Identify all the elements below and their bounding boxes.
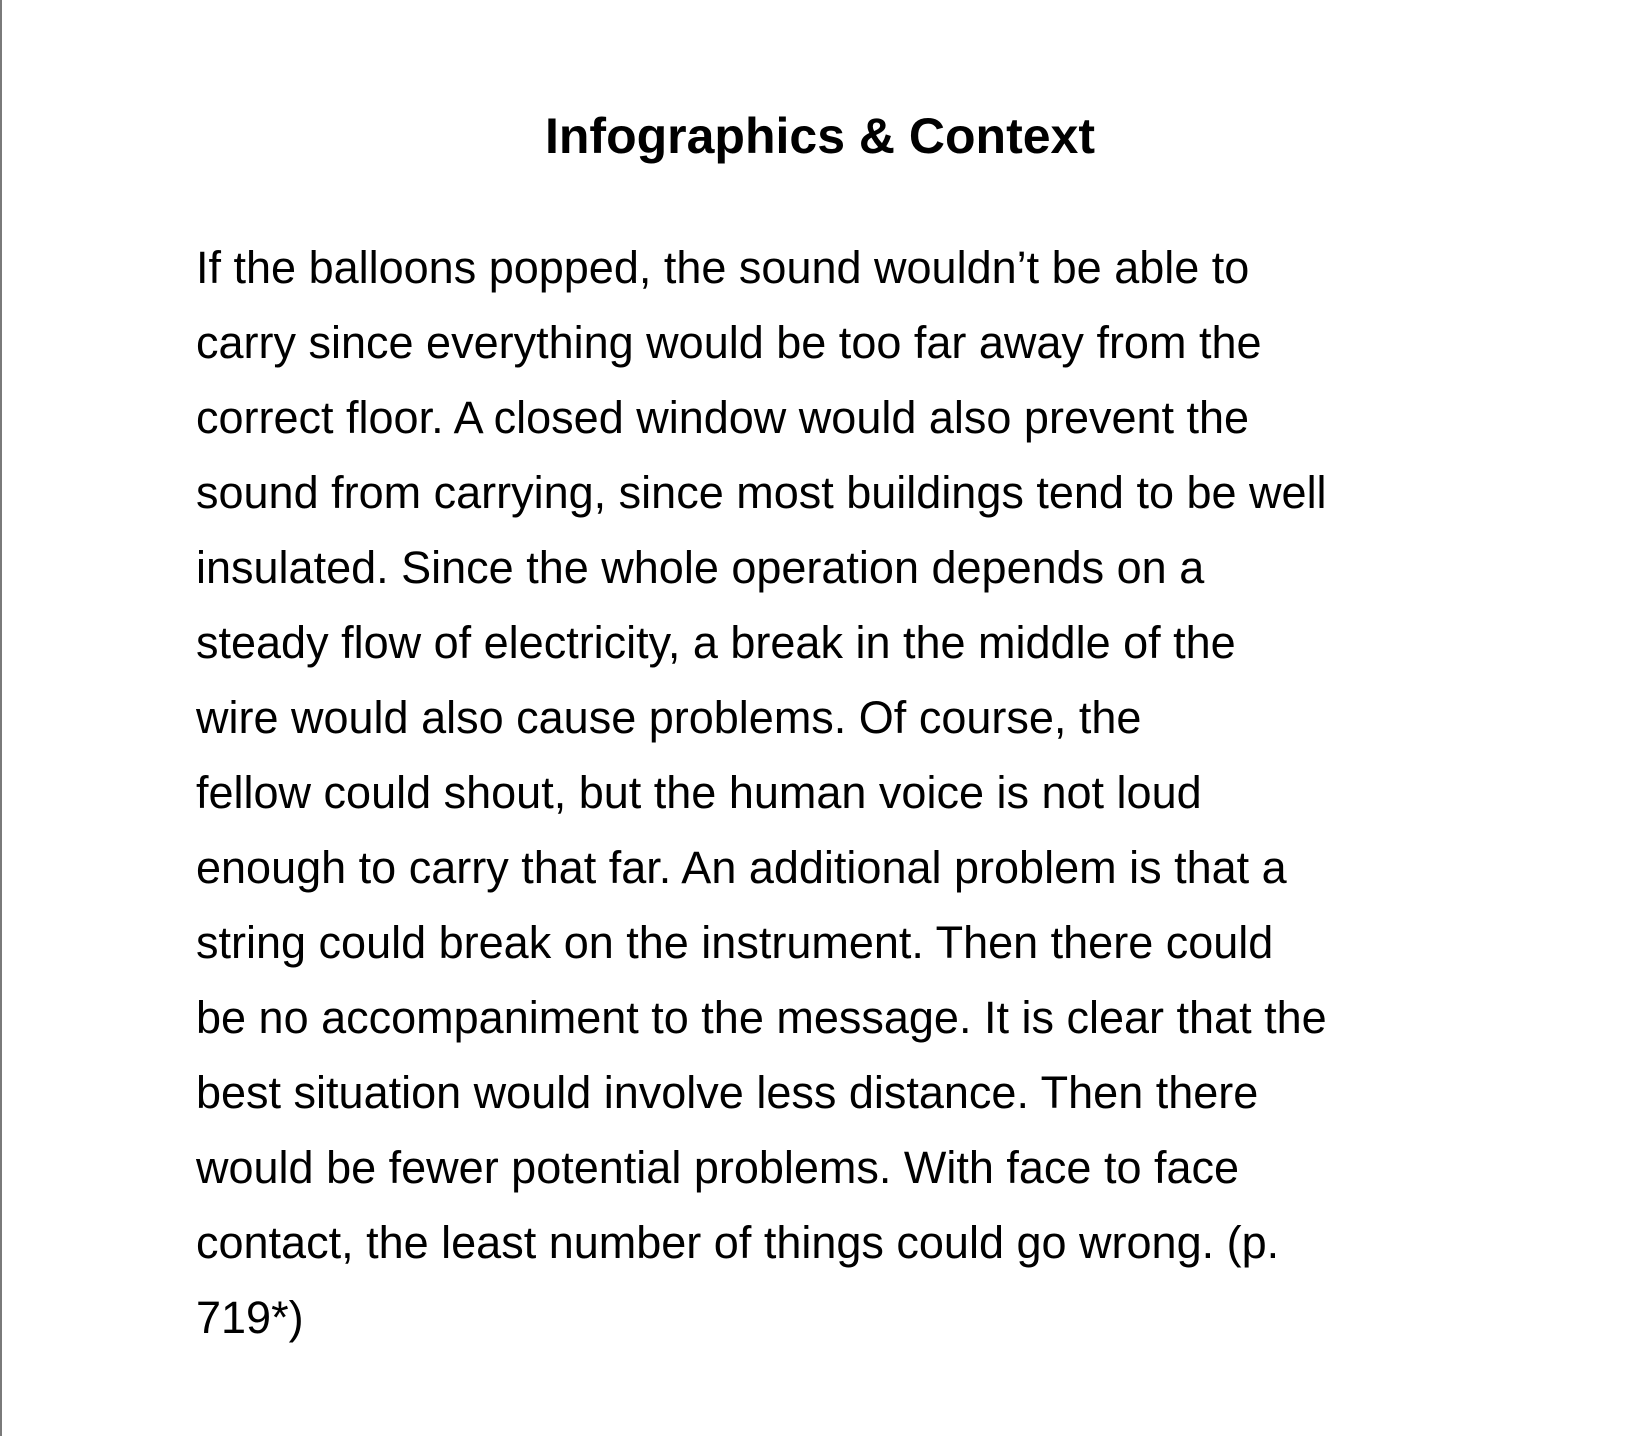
paragraph-line-1: If the balloons popped, the sound wouldn’t be able to [196,242,1250,293]
paragraph-line-15: 719*) [196,1292,304,1343]
paragraph-line-5: insulated. Since the whole operation depends on a [196,542,1205,593]
paragraph-line-8: fellow could shout, but the human voice is not loud [196,767,1202,818]
paragraph-line-7: wire would also cause problems. Of course, the [196,692,1142,743]
body-paragraph [196,230,1456,1355]
page-title: Infographics & Context [544,108,1096,164]
paragraph-line-14: contact, the least number of things could go wrong. (p. [196,1217,1280,1268]
paragraph-line-2: carry since everything would be too far away from the [196,317,1262,368]
paragraph-line-6: steady flow of electricity, a break in the middle of the [196,617,1236,668]
paragraph-line-11: be no accompaniment to the message. It is clear that the [196,992,1327,1043]
paragraph-line-4: sound from carrying, since most buildings tend to be well [196,467,1327,518]
paragraph-line-9: enough to carry that far. An additional problem is that a [196,842,1287,893]
paragraph-line-3: correct floor. A closed window would also prevent the [196,392,1250,443]
paragraph-line-13: would be fewer potential problems. With face to face [196,1142,1240,1193]
paragraph-line-12: best situation would involve less distance. Then there [196,1067,1259,1118]
paragraph-line-10: string could break on the instrument. Then there could [196,917,1274,968]
